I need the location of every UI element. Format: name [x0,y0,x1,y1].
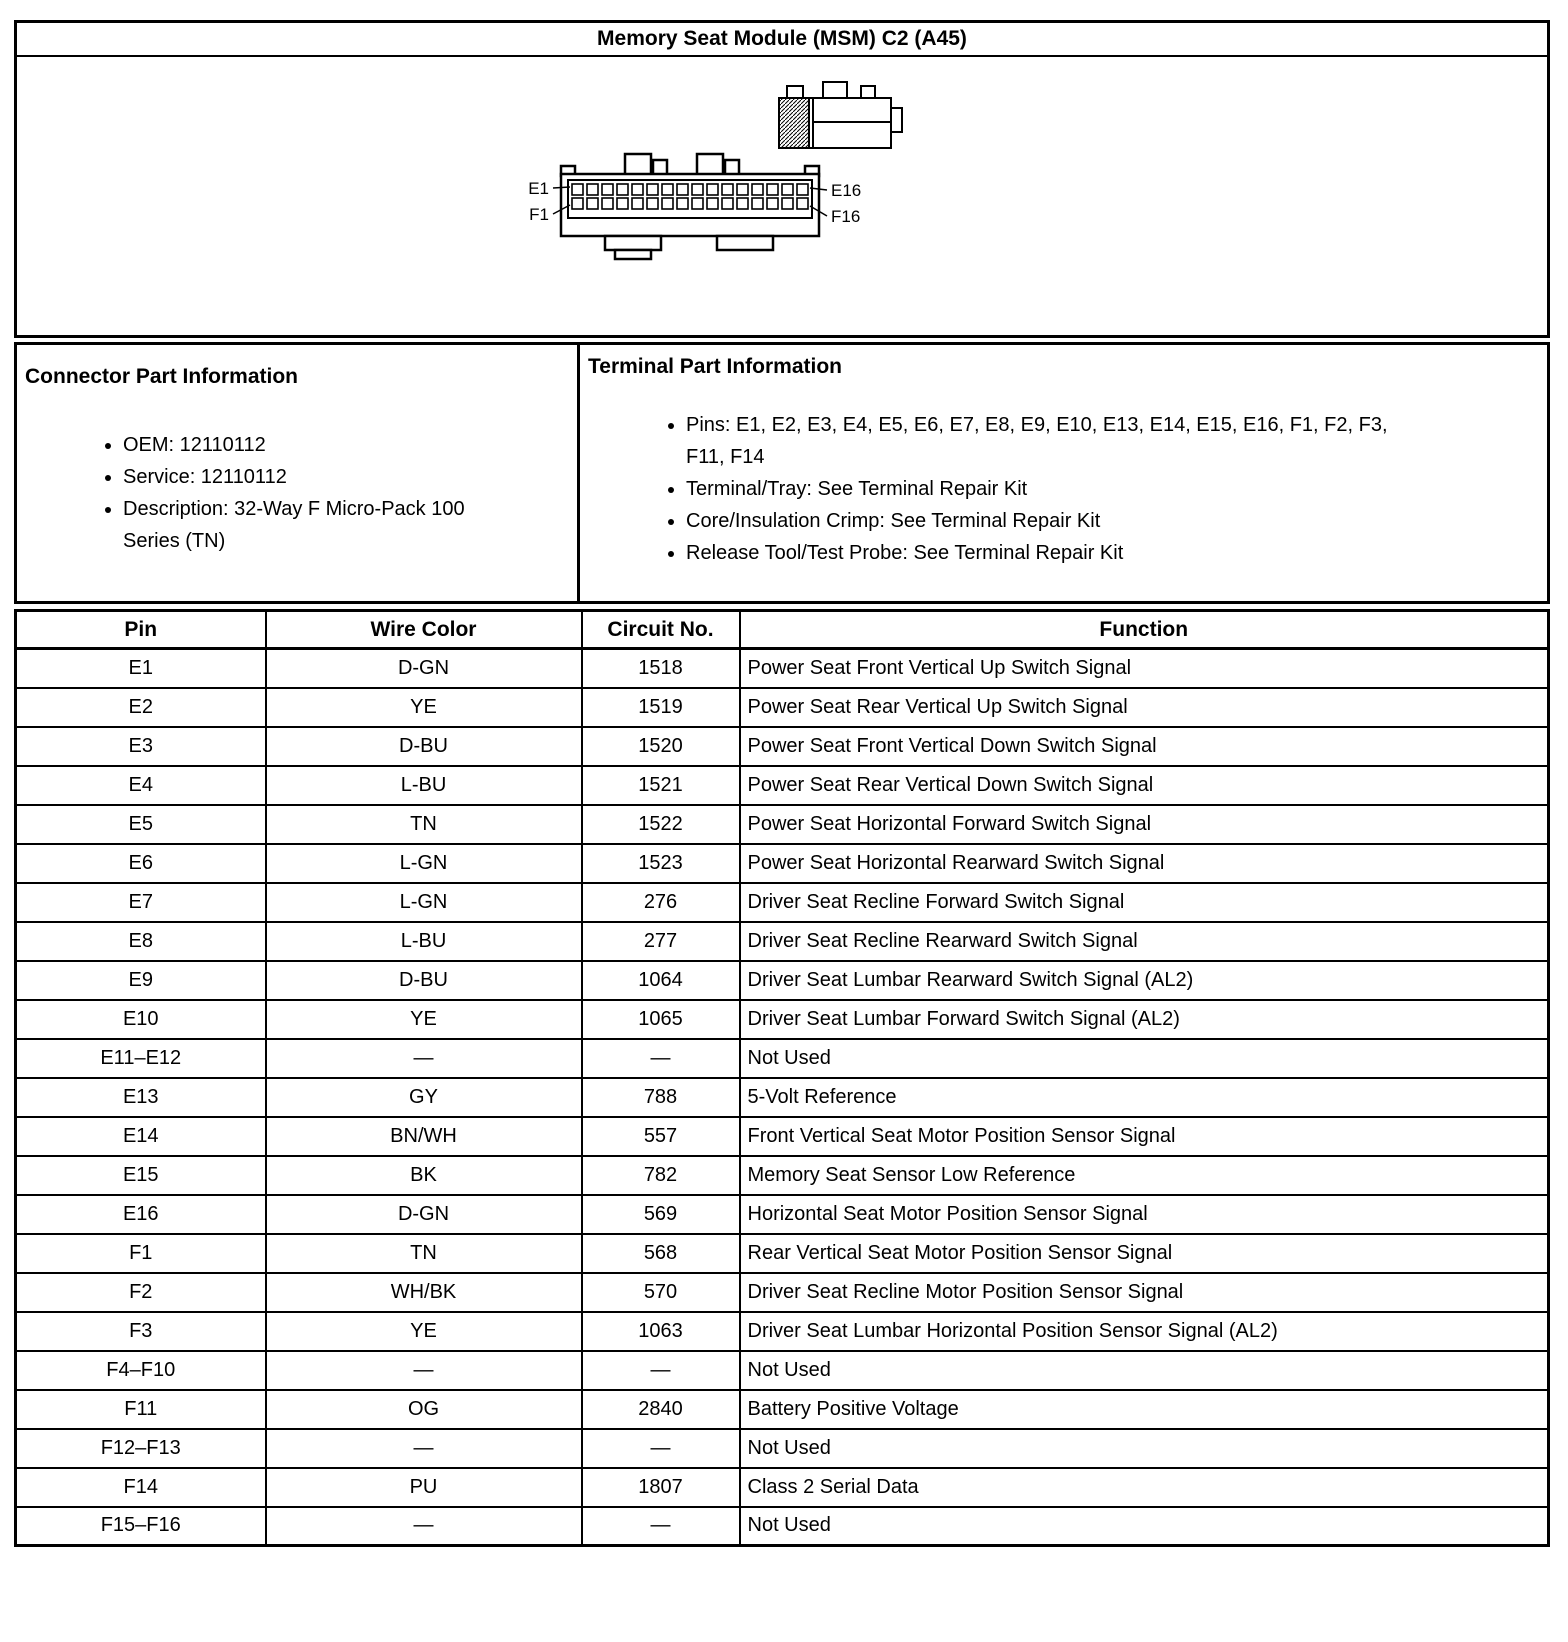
wire-color-cell: D-GN [266,649,582,688]
function-cell: Memory Seat Sensor Low Reference [740,1156,1549,1195]
pinout-row-e1 [16,649,1549,688]
part-information-section [14,342,1550,604]
connector-pin [752,184,763,195]
bullet-item: • Terminal/Tray: See Terminal Repair Kit [686,473,1392,505]
pinout-row-e13 [16,1078,1549,1117]
function-cell: Driver Seat Recline Rearward Switch Signal [740,922,1549,961]
function-cell: Driver Seat Lumbar Forward Switch Signal (AL2) [740,1000,1549,1039]
column-header-circuit-no-: Circuit No. [582,611,740,649]
function-cell: Not Used [740,1351,1549,1390]
pin-cell: F2 [16,1273,266,1312]
circuit-no-cell: 557 [582,1117,740,1156]
pin-cell: F4–F10 [16,1351,266,1390]
pin-label-f1: F1 [529,205,549,224]
pinout-row-f11 [16,1390,1549,1429]
wire-color-cell: OG [266,1390,582,1429]
pin-cell: E5 [16,805,266,844]
connector-pin [602,198,613,209]
pin-cell: F15–F16 [16,1507,266,1546]
pin-cell: E10 [16,1000,266,1039]
pinout-row-f3 [16,1312,1549,1351]
wire-color-cell: L-BU [266,922,582,961]
wire-color-cell: — [266,1507,582,1546]
pinout-row-e4 [16,766,1549,805]
pin-cell: E8 [16,922,266,961]
connector-pin [677,198,688,209]
pin-cell: E4 [16,766,266,805]
wire-color-cell: L-BU [266,766,582,805]
function-cell: Battery Positive Voltage [740,1390,1549,1429]
pinout-row-f4-f10 [16,1351,1549,1390]
connector-pin [572,198,583,209]
connector-pin [797,184,808,195]
connector-pin [752,198,763,209]
circuit-no-cell: 569 [582,1195,740,1234]
wire-color-cell: BK [266,1156,582,1195]
circuit-no-cell: 1807 [582,1468,740,1507]
circuit-no-cell: 277 [582,922,740,961]
connector-pin [662,184,673,195]
function-cell: Horizontal Seat Motor Position Sensor Signal [740,1195,1549,1234]
wire-color-cell: PU [266,1468,582,1507]
wire-color-cell: GY [266,1078,582,1117]
connector-pin [602,184,613,195]
pin-cell: E14 [16,1117,266,1156]
connector-face-view [561,154,819,259]
function-cell: Not Used [740,1429,1549,1468]
connector-pin [707,198,718,209]
pinout-row-f15-f16 [16,1507,1549,1546]
connector-pin [782,184,793,195]
function-cell: Power Seat Front Vertical Down Switch Signal [740,727,1549,766]
connector-pin [707,184,718,195]
connector-pin [767,198,778,209]
pinout-row-e14 [16,1117,1549,1156]
column-header-pin: Pin [16,611,266,649]
pin-cell: E1 [16,649,266,688]
connector-pin [647,184,658,195]
pinout-row-e10 [16,1000,1549,1039]
connector-pin [662,198,673,209]
function-cell: Class 2 Serial Data [740,1468,1549,1507]
circuit-no-cell: — [582,1507,740,1546]
wire-color-cell: D-BU [266,727,582,766]
pinout-row-e15 [16,1156,1549,1195]
pinout-row-f12-f13 [16,1429,1549,1468]
circuit-no-cell: 1063 [582,1312,740,1351]
pinout-row-f2 [16,1273,1549,1312]
pinout-header-row [16,611,1549,649]
function-cell: 5-Volt Reference [740,1078,1549,1117]
pin-cell: E7 [16,883,266,922]
function-cell: Not Used [740,1039,1549,1078]
bullet-item: • Release Tool/Test Probe: See Terminal Repair Kit [686,537,1392,569]
wire-color-cell: TN [266,1234,582,1273]
connector-drawing [517,76,957,316]
connector-pin [692,198,703,209]
circuit-no-cell: 276 [582,883,740,922]
bullet-item: • OEM: 12110112 [123,429,485,461]
connector-pin [737,198,748,209]
function-cell: Driver Seat Recline Motor Position Sensor Signal [740,1273,1549,1312]
connector-pin [722,184,733,195]
circuit-no-cell: 1521 [582,766,740,805]
pin-cell: E6 [16,844,266,883]
pin-label-f16: F16 [831,207,861,226]
connector-part-information-list [17,429,577,557]
column-header-function: Function [740,611,1549,649]
wire-color-cell: L-GN [266,883,582,922]
connector-pin [767,184,778,195]
pin-cell: F1 [16,1234,266,1273]
circuit-no-cell: — [582,1351,740,1390]
function-cell: Power Seat Rear Vertical Up Switch Signal [740,688,1549,727]
function-cell: Power Seat Rear Vertical Down Switch Signal [740,766,1549,805]
page-title: Memory Seat Module (MSM) C2 (A45) [17,23,1547,57]
wire-color-cell: — [266,1039,582,1078]
pin-cell: F3 [16,1312,266,1351]
connector-diagram [17,57,1547,335]
pinout-row-e8 [16,922,1549,961]
wire-color-cell: WH/BK [266,1273,582,1312]
circuit-no-cell: — [582,1429,740,1468]
wire-color-cell: YE [266,1000,582,1039]
wire-color-cell: — [266,1429,582,1468]
pinout-row-e9 [16,961,1549,1000]
connector-pin [617,184,628,195]
circuit-no-cell: 1522 [582,805,740,844]
pin-cell: E13 [16,1078,266,1117]
wire-color-cell: D-BU [266,961,582,1000]
connector-pin [797,198,808,209]
function-cell: Driver Seat Recline Forward Switch Signal [740,883,1549,922]
pinout-row-e7 [16,883,1549,922]
pinout-row-e16 [16,1195,1549,1234]
wire-color-cell: TN [266,805,582,844]
function-cell: Power Seat Front Vertical Up Switch Signal [740,649,1549,688]
wire-color-cell: D-GN [266,1195,582,1234]
pin-cell: F14 [16,1468,266,1507]
pinout-row-e2 [16,688,1549,727]
pinout-row-e6 [16,844,1549,883]
terminal-part-information-box [577,342,1550,604]
pin-cell: F11 [16,1390,266,1429]
connector-isometric-view [779,82,902,148]
circuit-no-cell: 1520 [582,727,740,766]
function-cell: Front Vertical Seat Motor Position Sensor Signal [740,1117,1549,1156]
title-and-diagram-box [14,20,1550,338]
connector-pin [632,198,643,209]
circuit-no-cell: 568 [582,1234,740,1273]
pin-cell: E2 [16,688,266,727]
circuit-no-cell: 1523 [582,844,740,883]
circuit-no-cell: 570 [582,1273,740,1312]
connector-pin [677,184,688,195]
pinout-row-e5 [16,805,1549,844]
pin-cell: E3 [16,727,266,766]
bullet-item: • Service: 12110112 [123,461,485,493]
bullet-item: • Pins: E1, E2, E3, E4, E5, E6, E7, E8, E9, E10, E13, E14, E15, E16, F1, F2, F3, F11, F14 [686,409,1392,473]
connector-pin [647,198,658,209]
bullet-item: • Core/Insulation Crimp: See Terminal Repair Kit [686,505,1392,537]
pin-label-e16: E16 [831,181,862,200]
circuit-no-cell: 782 [582,1156,740,1195]
circuit-no-cell: 1518 [582,649,740,688]
pin-cell: E15 [16,1156,266,1195]
connector-part-information-heading: Connector Part Information [25,365,299,388]
pinout-row-e11-e12 [16,1039,1549,1078]
circuit-no-cell: 1519 [582,688,740,727]
pin-cell: E9 [16,961,266,1000]
pin-cell: E11–E12 [16,1039,266,1078]
connector-pin [572,184,583,195]
function-cell: Rear Vertical Seat Motor Position Sensor Signal [740,1234,1549,1273]
circuit-no-cell: 2840 [582,1390,740,1429]
terminal-part-information-list [580,409,1547,569]
pinout-row-e3 [16,727,1549,766]
circuit-no-cell: 788 [582,1078,740,1117]
wire-color-cell: — [266,1351,582,1390]
connector-pin [617,198,628,209]
connector-pin [722,198,733,209]
circuit-no-cell: 1065 [582,1000,740,1039]
connector-pin [692,184,703,195]
pinout-table [14,609,1550,1547]
pin-label-e1: E1 [528,179,549,198]
pinout-row-f14 [16,1468,1549,1507]
function-cell: Driver Seat Lumbar Rearward Switch Signal (AL2) [740,961,1549,1000]
wire-color-cell: L-GN [266,844,582,883]
function-cell: Power Seat Horizontal Forward Switch Signal [740,805,1549,844]
connector-pin [632,184,643,195]
connector-pin [737,184,748,195]
pin-cell: F12–F13 [16,1429,266,1468]
terminal-part-information-heading: Terminal Part Information [588,355,842,378]
wire-color-cell: BN/WH [266,1117,582,1156]
connector-part-information-box [14,342,580,604]
wire-color-cell: YE [266,1312,582,1351]
pin-cell: E16 [16,1195,266,1234]
function-cell: Not Used [740,1507,1549,1546]
connector-pin [587,198,598,209]
wire-color-cell: YE [266,688,582,727]
circuit-no-cell: — [582,1039,740,1078]
bullet-item: • Description: 32-Way F Micro-Pack 100 Series (TN) [123,493,485,557]
pinout-row-f1 [16,1234,1549,1273]
connector-pin [782,198,793,209]
pinout-table-body [16,649,1549,1546]
column-header-wire-color: Wire Color [266,611,582,649]
connector-pin [587,184,598,195]
circuit-no-cell: 1064 [582,961,740,1000]
function-cell: Driver Seat Lumbar Horizontal Position Sensor Signal (AL2) [740,1312,1549,1351]
function-cell: Power Seat Horizontal Rearward Switch Signal [740,844,1549,883]
